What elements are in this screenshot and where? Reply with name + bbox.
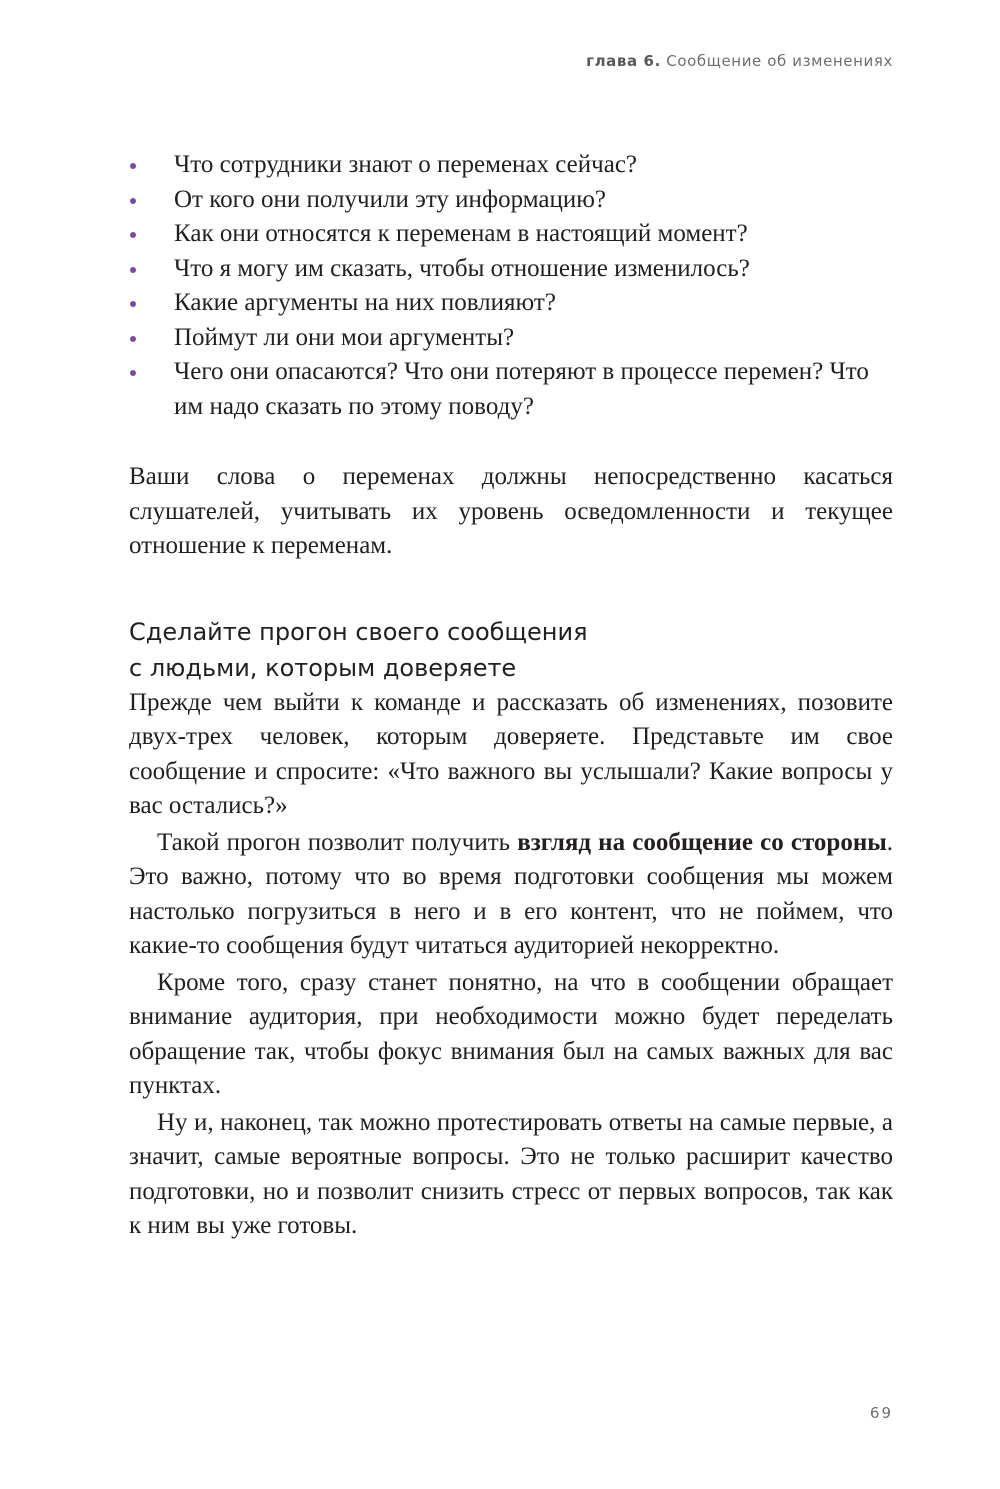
section-paragraph-4: Ну и, наконец, так можно протестировать ответы на самые первые, а значит, самые вероятные вопросы. Это не только расширит качество подготовки, но и позволит снизить стресс от первых вопросов, так как к ним вы уже готовы. [129, 1108, 893, 1239]
page-body [129, 148, 893, 1244]
list-item [129, 355, 893, 424]
section-heading-line2: с людьми, которым доверяете [129, 653, 517, 682]
chapter-title: Сообщение об изменениях [666, 52, 893, 70]
list-item [129, 183, 893, 218]
list-item [129, 217, 893, 252]
bullet-icon [130, 370, 136, 376]
list-item-text: От кого они получили эту информацию? [174, 185, 607, 213]
section-paragraph-3: Кроме того, сразу станет понятно, на что в сообщении обращает внимание аудитория, при необходимости можно будет переделать обращение так, чтобы фокус внимания был на самых важных для вас пунктах. [129, 968, 893, 1099]
bullet-icon [130, 336, 136, 342]
summary-paragraph: Ваши слова о переменах должны непосредственно касаться слушателей, учитывать их уровень осведомленности и текущее отношение к переменам. [129, 463, 893, 559]
paragraph-2-lead: Такой прогон позволит получить [157, 828, 518, 856]
section-paragraph-2 [129, 826, 893, 964]
section-heading-line1: Сделайте прогон своего сообщения [129, 617, 588, 646]
bullet-icon [130, 267, 136, 273]
list-item-text: Что я могу им сказать, чтобы отношение изменилось? [174, 254, 750, 282]
paragraph-2-emphasis: взгляд на сообщение со стороны [517, 828, 887, 856]
paragraph-2-rest: . Это важно, потому что во время подготовки сообщения мы можем настолько погрузиться в него и в его контент, что не поймем, что какие-то сообщения будут читаться аудиторией некорректно. [129, 828, 893, 959]
list-item [129, 252, 893, 287]
list-item [129, 148, 893, 183]
bullet-icon [130, 301, 136, 307]
bullet-icon [130, 232, 136, 238]
section-heading [129, 614, 893, 686]
page-number: 69 [869, 1404, 893, 1422]
list-item [129, 321, 893, 356]
running-head [586, 52, 893, 70]
list-item-text: Как они относятся к переменам в настоящий момент? [174, 220, 748, 247]
section-paragraph-1: Прежде чем выйти к команде и рассказать об изменениях, позовите двух-трех человек, которым доверяете. Представьте им свое сообщение и спросите: «Что важного вы услышали? Какие вопросы у вас остались?» [129, 688, 893, 819]
list-item-text: Чего они опасаются? Что они потеряют в процессе перемен? Что им надо сказать по этому поводу? [174, 358, 869, 420]
list-item-text: Что сотрудники знают о переменах сейчас? [174, 151, 638, 178]
question-list [129, 148, 893, 424]
list-item-text: Какие аргументы на них повлияют? [174, 289, 556, 316]
bullet-icon [130, 198, 136, 204]
chapter-label: глава 6. [586, 52, 661, 70]
bullet-icon [130, 163, 136, 169]
list-item [129, 286, 893, 321]
list-item-text: Поймут ли они мои аргументы? [174, 323, 515, 351]
